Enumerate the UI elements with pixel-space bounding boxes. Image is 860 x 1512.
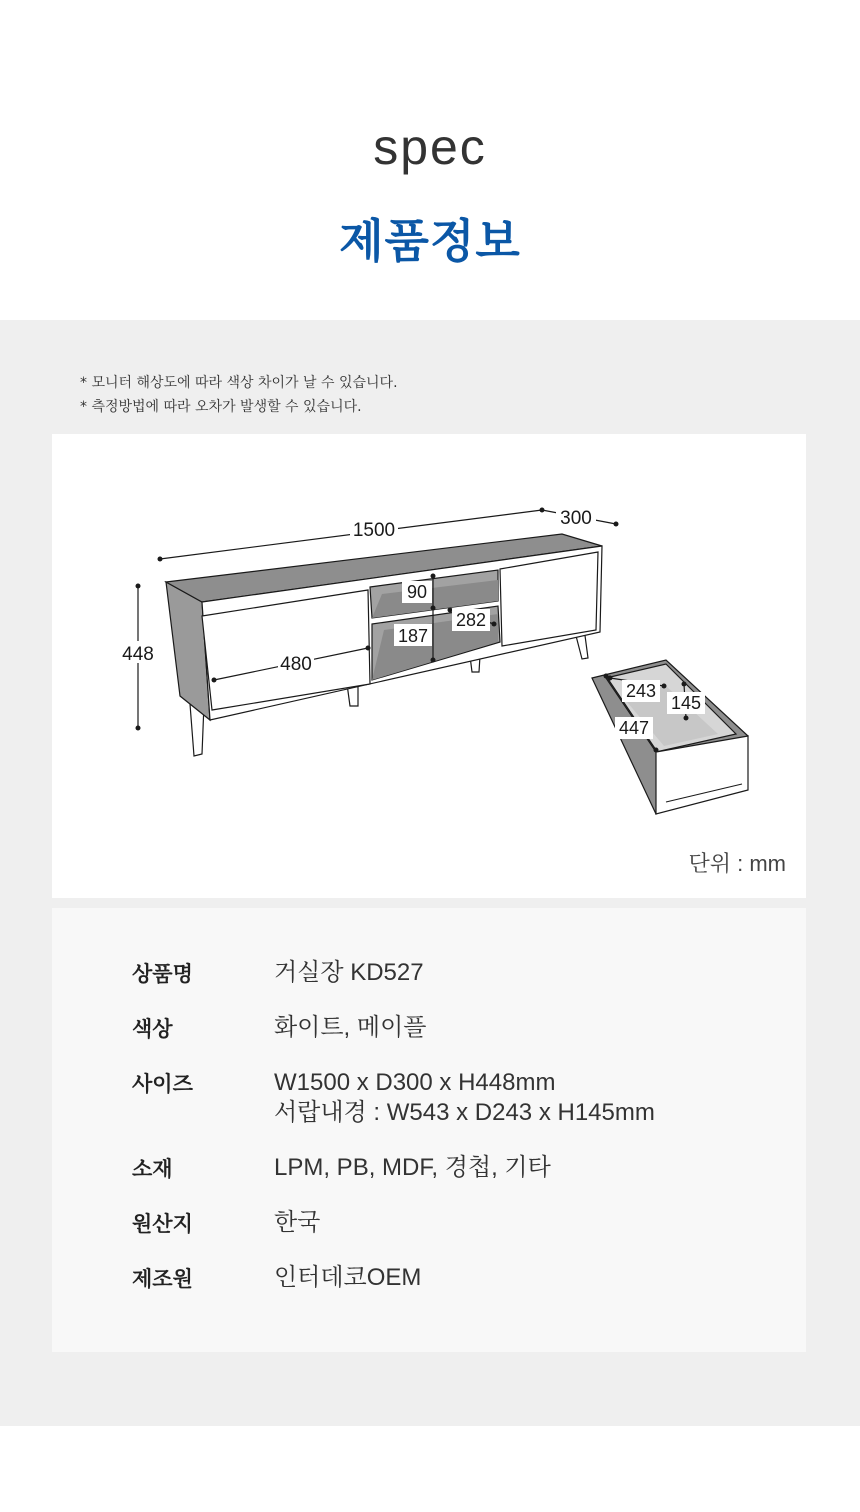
spec-label: spec bbox=[373, 119, 487, 175]
info-label: 상품명 bbox=[132, 962, 193, 986]
info-value: 화이트, 메이플 bbox=[274, 1014, 427, 1041]
dim-depth-label: 300 bbox=[560, 508, 592, 529]
note-measurement: * 측정방법에 따라 오차가 발생할 수 있습니다. bbox=[80, 399, 362, 415]
note-color: * 모니터 해상도에 따라 색상 차이가 날 수 있습니다. bbox=[80, 375, 398, 391]
product-info-card bbox=[52, 908, 806, 1352]
dim-drawer-width-label: 447 bbox=[618, 718, 650, 738]
info-label: 원산지 bbox=[132, 1212, 193, 1236]
dim-shelf-depth-label: 282 bbox=[455, 610, 487, 630]
dim-width-label: 1500 bbox=[352, 520, 396, 541]
header-section bbox=[0, 0, 860, 320]
tv-stand-diagram bbox=[52, 434, 806, 898]
dim-door-label: 480 bbox=[280, 654, 312, 675]
dim-drawer-height-label: 145 bbox=[670, 693, 702, 713]
info-label: 색상 bbox=[132, 1017, 173, 1041]
info-value: 인터데코OEM bbox=[274, 1264, 422, 1291]
disclaimer-notes bbox=[80, 371, 398, 419]
info-label: 소재 bbox=[132, 1157, 173, 1181]
info-value: 한국 bbox=[274, 1209, 321, 1236]
unit-label: 단위 : mm bbox=[688, 851, 786, 876]
page-title: 제품정보 bbox=[339, 214, 521, 268]
right-door bbox=[500, 552, 598, 646]
dim-drawer-depth-label: 243 bbox=[625, 681, 657, 701]
dim-shelf-top-label: 90 bbox=[406, 582, 428, 602]
info-value: LPM, PB, MDF, 경첩, 기타 bbox=[274, 1154, 551, 1181]
content-section bbox=[0, 320, 860, 1426]
dim-shelf-bottom-label: 187 bbox=[397, 626, 429, 646]
info-value-drawer: 서랍내경 : W543 x D243 x H145mm bbox=[274, 1099, 655, 1126]
info-label: 제조원 bbox=[132, 1267, 193, 1291]
footer-space bbox=[0, 1426, 860, 1512]
info-value: 거실장 KD527 bbox=[274, 959, 424, 986]
dim-height-label: 448 bbox=[122, 644, 154, 665]
info-label: 사이즈 bbox=[132, 1072, 193, 1096]
dimension-diagram-card bbox=[52, 434, 806, 898]
info-value: W1500 x D300 x H448mm bbox=[274, 1069, 556, 1096]
